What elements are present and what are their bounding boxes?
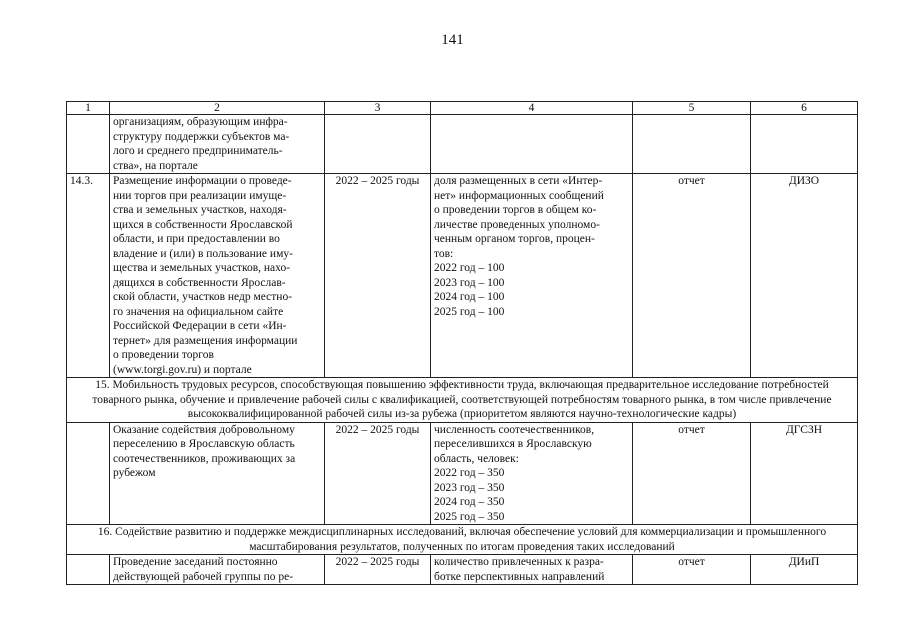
column-number: 5 [633,102,751,115]
cell-result: отчет [633,555,751,585]
cell-measure: Оказание содействия добровольному переселению в Ярославскую область соотечественников, проживающих за рубежом [110,422,325,525]
cell-indicator: численность соотечественников, переселившихся в Ярославскую область, человек: 2022 год – 350 2023 год – 350 2024 год – 350 2025 год – 350 [431,422,633,525]
cell-measure: Проведение заседаний постоянно действующей рабочей группы по ре- [110,555,325,585]
column-number: 3 [325,102,431,115]
cell-item-number: 14.3. [67,174,110,378]
cell-responsible: ДИЗО [751,174,858,378]
cell-item-number [67,555,110,585]
page-number: 141 [441,32,464,48]
cell-period [325,115,431,174]
table-row-15 [67,422,858,525]
cell-measure: Размещение информации о проведе- нии торгов при реализации имуще- ства и земельных участков, находя- щихся в собственности Ярославской области, и при предоставлении во владение и (или) в пользование иму- щества и земельных участков, нахо- дящихся в собственности Ярослав- ской области, участков недр местно- го значения на официальном сайте Российской Федерации в сети «Ин- тернет» для размещения информации о проведении торгов (www.torgi.gov.ru) и портале [110,174,325,378]
column-number: 1 [67,102,110,115]
cell-item-number [67,422,110,525]
column-number: 4 [431,102,633,115]
table-row-continuation [67,115,858,174]
cell-period: 2022 – 2025 годы [325,422,431,525]
cell-indicator [431,115,633,174]
section-row-16 [67,525,858,555]
cell-period: 2022 – 2025 годы [325,174,431,378]
cell-period: 2022 – 2025 годы [325,555,431,585]
cell-responsible [751,115,858,174]
column-number: 6 [751,102,858,115]
section-heading: 15. Мобильность трудовых ресурсов, способствующая повышению эффективности труда, включающая предварительное исследование потребностей товарного рынка, обучение и привлечение рабочей силы с квалификацией, соответствующей потребностям товарного рынка, в том числе привлечение высококвалифицированной рабочей силы из-за рубежа (приоритетом являются научно-технологические кадры) [67,378,858,423]
cell-responsible: ДГСЗН [751,422,858,525]
column-number-row [67,102,858,115]
section-heading: 16. Содействие развитию и поддержке междисциплинарных исследований, включая обеспечение условий для коммерциализации и промышленного масштабирования результатов, полученных по итогам проведения таких исследований [67,525,858,555]
cell-indicator: количество привлеченных к разра- ботке перспективных направлений [431,555,633,585]
cell-result: отчет [633,174,751,378]
cell-measure: организациям, образующим инфра- структуру поддержки субъектов ма- лого и среднего предприниматель- ства», на портале [110,115,325,174]
section-row-15 [67,378,858,423]
cell-result: отчет [633,422,751,525]
cell-responsible: ДИиП [751,555,858,585]
cell-indicator: доля размещенных в сети «Интер- нет» информационных сообщений о проведении торгов в общем ко- личестве проведенных уполномо- ченным органом торгов, процен- тов: 2022 год – 100 2023 год – 100 2024 год – 100 2025 год – 100 [431,174,633,378]
cell-result [633,115,751,174]
program-table [66,101,858,585]
table-row-16 [67,555,858,585]
table-row-14-3 [67,174,858,378]
column-number: 2 [110,102,325,115]
cell-item-number [67,115,110,174]
